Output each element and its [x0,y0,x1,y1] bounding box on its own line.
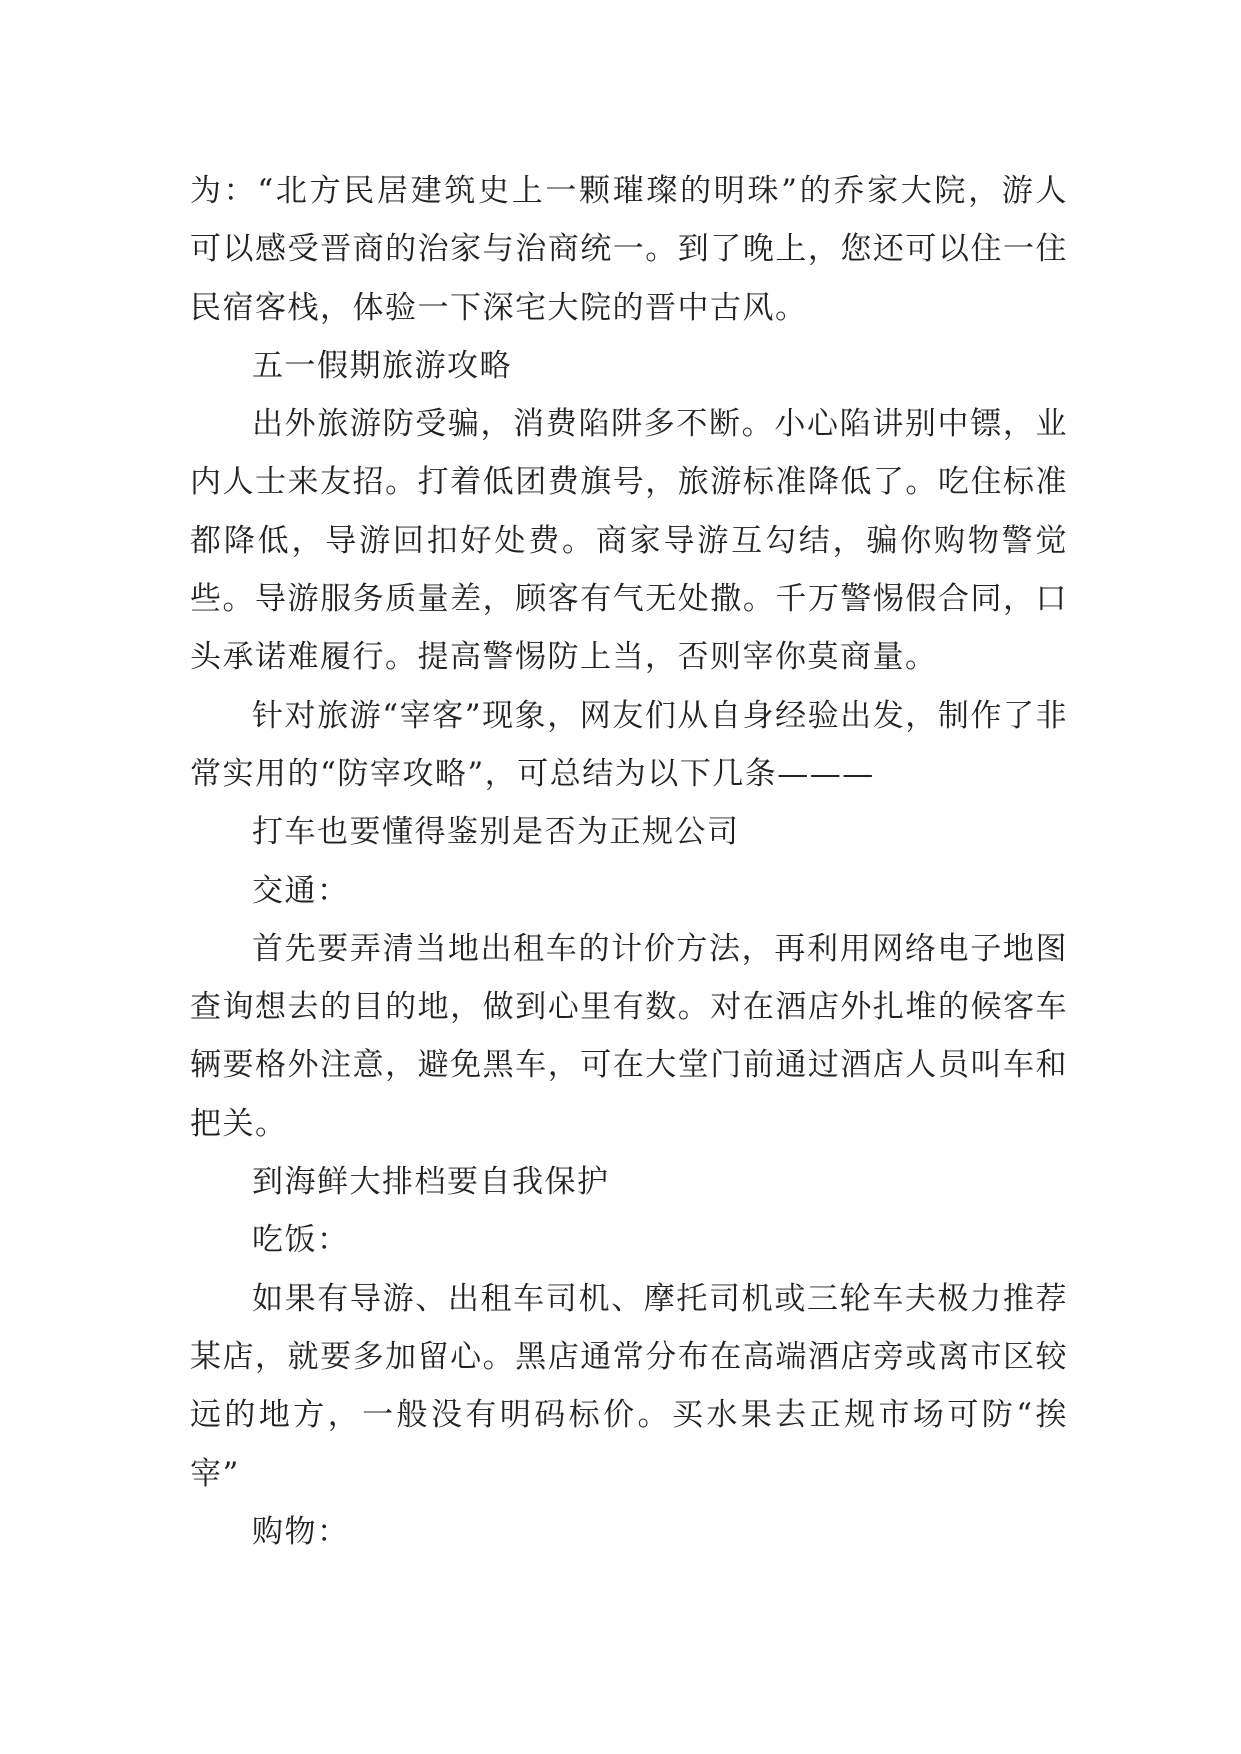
subheading-seafood: 到海鲜大排档要自我保护 [252,1164,610,1201]
paragraph-dining-tips: 如果有导游、出租车司机、摩托司机或三轮车夫极力推荐某店，就要多加留心。黑店通常分布在高端酒店旁或离市区较远的地方，一般没有明码标价。买水果去正规市场可防“挨宰” [190,1280,1068,1492]
paragraph-continued-intro: 为：“北方民居建筑史上一颗璀璨的明珠”的乔家大院，游人可以感受晋商的治家与治商统一。到了晚上，您还可以住一住民宿客栈，体验一下深宅大院的晋中古风。 [190,173,1068,326]
paragraph-travel-scam-verse: 出外旅游防受骗，消费陷阱多不断。小心陷讲别中镖，业内人士来友招。打着低团费旗号，旅游标准降低了。吃住标准都降低，导游回扣好处费。商家导游互勾结，骗你购物警觉些。导游服务质量差，顾客有气无处撒。千万警惕假合同，口头承诺难履行。提高警惕防上当，否则宰你莫商量。 [190,406,1068,676]
paragraph-transport-tips: 首先要弄清当地出租车的计价方法，再利用网络电子地图查询想去的目的地，做到心里有数。对在酒店外扎堆的候客车辆要格外注意，避免黑车，可在大堂门前通过酒店人员叫车和把关。 [190,930,1068,1142]
document-body [190,162,1068,1561]
label-dining: 吃饭： [252,1222,350,1259]
subheading-taxi: 打车也要懂得鉴别是否为正规公司 [252,814,740,851]
section-heading-may-day-guide: 五一假期旅游攻略 [252,347,512,384]
paragraph-anti-scam-intro: 针对旅游“宰客”现象，网友们从自身经验出发，制作了非常实用的“防宰攻略”，可总结为以下几条——— [190,697,1068,792]
label-transport: 交通： [252,872,350,909]
label-shopping: 购物： [252,1513,350,1550]
